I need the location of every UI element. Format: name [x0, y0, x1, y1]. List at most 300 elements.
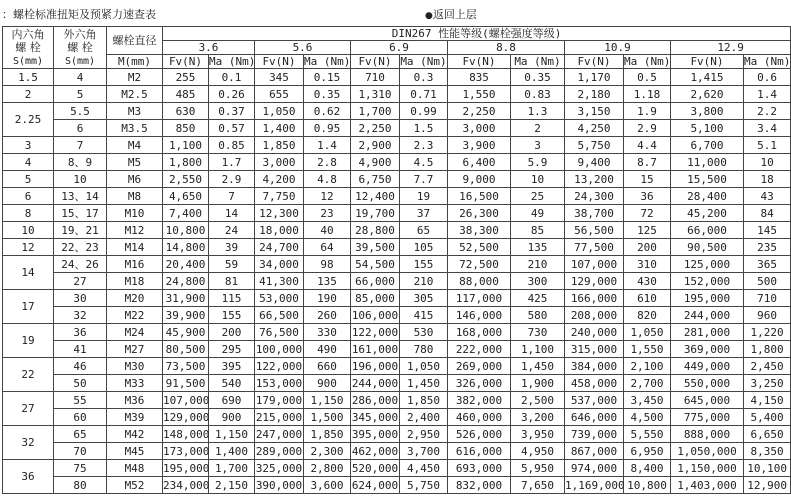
cell-ma: 3,250: [744, 375, 791, 392]
cell-fv: 2,900: [351, 137, 400, 154]
cell-fv: 832,000: [448, 477, 511, 494]
cell-ma: 500: [744, 273, 791, 290]
cell-ma: 1,220: [744, 324, 791, 341]
cell-ma: 1,500: [304, 409, 351, 426]
cell-ma: 0.5: [624, 69, 671, 86]
cell-bolt-size: M3: [107, 103, 163, 120]
cell-fv: 645,000: [671, 392, 744, 409]
cell-fv: 269,000: [448, 358, 511, 375]
cell-fv: 53,000: [255, 290, 304, 307]
cell-ma: 5,950: [511, 460, 565, 477]
cell-bolt-size: M24: [107, 324, 163, 341]
cell-ma: 260: [304, 307, 351, 324]
cell-ma: 19: [400, 188, 448, 205]
cell-hex-head: 32: [54, 307, 107, 324]
cell-ma: 105: [400, 239, 448, 256]
cell-ma: 200: [624, 239, 671, 256]
cell-ma: 4,450: [400, 460, 448, 477]
cell-hex-socket: 32: [3, 426, 54, 460]
cell-bolt-size: M20: [107, 290, 163, 307]
cell-fv: 76,500: [255, 324, 304, 341]
cell-fv: 3,150: [565, 103, 624, 120]
ma-header: Ma (Nm): [511, 55, 565, 69]
table-row: [3, 477, 791, 494]
fv-header: Fv(N): [565, 55, 624, 69]
cell-fv: 16,500: [448, 188, 511, 205]
cell-fv: 867,000: [565, 443, 624, 460]
cell-ma: 580: [511, 307, 565, 324]
cell-ma: 59: [209, 256, 255, 273]
cell-ma: 1,400: [209, 443, 255, 460]
cell-ma: 2.9: [209, 171, 255, 188]
cell-bolt-size: M14: [107, 239, 163, 256]
cell-bolt-size: M22: [107, 307, 163, 324]
cell-hex-head: 5.5: [54, 103, 107, 120]
cell-ma: 0.83: [511, 86, 565, 103]
cell-ma: 18: [744, 171, 791, 188]
cell-hex-socket: 2.25: [3, 103, 54, 137]
cell-fv: 196,000: [351, 359, 399, 373]
cell-ma: 300: [511, 273, 565, 290]
cell-hex-socket: 19: [3, 324, 54, 358]
cell-fv: 179,000: [255, 393, 303, 407]
cell-ma: 25: [511, 188, 565, 205]
cell-fv: 1,310: [351, 86, 400, 103]
cell-ma: 3,950: [511, 426, 565, 443]
cell-ma: 0.3: [400, 69, 448, 86]
table-row: [3, 69, 791, 86]
cell-fv: 31,900: [163, 290, 209, 307]
cell-ma: 24: [209, 222, 255, 239]
table-row: [3, 409, 791, 426]
cell-fv: 1,100: [163, 137, 209, 154]
cell-hex-head: 55: [54, 392, 107, 409]
cell-fv: 39,900: [163, 307, 209, 324]
cell-ma: 395: [209, 358, 255, 375]
table-row: [3, 341, 791, 358]
cell-fv: 244,000: [671, 307, 744, 324]
cell-ma: 2,300: [304, 443, 351, 460]
cell-fv: 345: [255, 69, 304, 86]
cell-fv: 6,750: [351, 171, 400, 188]
cell-fv: 12,300: [255, 205, 304, 222]
cell-ma: 330: [304, 324, 351, 341]
cell-fv: 449,000: [671, 358, 744, 375]
cell-ma: 40: [304, 222, 351, 239]
cell-ma: 14: [209, 205, 255, 222]
cell-ma: 6,650: [744, 426, 791, 443]
cell-bolt-size: M12: [107, 222, 163, 239]
cell-ma: 5,750: [400, 477, 448, 494]
cell-bolt-size: M36: [107, 392, 163, 409]
cell-ma: 1,050: [624, 324, 671, 341]
cell-ma: 85: [511, 222, 565, 239]
fv-header: Fv(N): [255, 55, 304, 69]
cell-fv: 537,000: [565, 392, 624, 409]
cell-fv: 247,000: [255, 427, 303, 441]
table-row: [3, 443, 791, 460]
cell-ma: 4,500: [624, 409, 671, 426]
cell-ma: 37: [400, 205, 448, 222]
cell-fv: 4,900: [351, 154, 400, 171]
cell-fv: 90,500: [671, 239, 744, 256]
grade-header: 6.9: [351, 41, 448, 55]
table-row: [3, 307, 791, 324]
cell-ma: 4,950: [511, 443, 565, 460]
cell-ma: 4.8: [304, 171, 351, 188]
cell-fv: 289,000: [255, 444, 303, 458]
cell-fv: 19,700: [351, 205, 400, 222]
cell-ma: 310: [624, 256, 671, 273]
cell-fv: 73,500: [163, 358, 209, 375]
cell-ma: 72: [624, 205, 671, 222]
cell-fv: 38,300: [448, 222, 511, 239]
cell-bolt-size: M39: [107, 409, 163, 426]
cell-fv: 39,500: [351, 239, 400, 256]
cell-fv: 28,400: [671, 188, 744, 205]
cell-ma: 2.9: [624, 120, 671, 137]
cell-ma: 7,650: [511, 477, 565, 494]
cell-hex-head: 36: [54, 324, 107, 341]
cell-fv: 1,169,000: [565, 478, 625, 492]
cell-fv: 5,100: [671, 120, 744, 137]
cell-fv: 646,000: [565, 409, 624, 426]
cell-fv: 234,000: [163, 478, 210, 492]
cell-fv: 195,000: [163, 461, 210, 475]
cell-ma: 1,150: [209, 426, 255, 443]
table-row: [3, 103, 791, 120]
cell-fv: 286,000: [351, 393, 399, 407]
cell-fv: 2,250: [448, 103, 511, 120]
cell-hex-socket: 36: [3, 460, 54, 494]
cell-ma: 1.9: [624, 103, 671, 120]
cell-fv: 345,000: [351, 410, 399, 424]
cell-ma: 155: [400, 256, 448, 273]
cell-fv: 168,000: [448, 324, 511, 341]
cell-ma: 43: [744, 188, 791, 205]
cell-ma: 0.1: [209, 69, 255, 86]
cell-fv: 66,500: [255, 307, 304, 324]
table-row: [3, 239, 791, 256]
cell-hex-head: 5: [54, 86, 107, 103]
cell-ma: 2: [511, 120, 565, 137]
back-link[interactable]: [425, 6, 477, 22]
cell-fv: 146,000: [448, 307, 511, 324]
cell-ma: 5.1: [744, 137, 791, 154]
cell-fv: 3,000: [255, 154, 304, 171]
cell-fv: 45,900: [163, 324, 209, 341]
cell-ma: 2.3: [400, 137, 448, 154]
cell-fv: 153,000: [255, 376, 303, 390]
cell-fv: 122,000: [351, 325, 399, 339]
cell-fv: 1,400: [255, 120, 304, 137]
cell-ma: 0.99: [400, 103, 448, 120]
cell-ma: 200: [209, 324, 255, 341]
cell-fv: 77,500: [565, 239, 624, 256]
cell-hex-socket: 12: [3, 239, 54, 256]
cell-hex-head: 65: [54, 426, 107, 443]
cell-bolt-size: M6: [107, 171, 163, 188]
cell-fv: 107,000: [163, 393, 210, 407]
cell-fv: 390,000: [255, 478, 303, 492]
cell-ma: 1.5: [400, 120, 448, 137]
cell-bolt-size: M16: [107, 256, 163, 273]
cell-ma: 3: [511, 137, 565, 154]
cell-ma: 3,600: [304, 477, 351, 494]
cell-ma: 1,850: [304, 426, 351, 443]
cell-ma: 12: [304, 188, 351, 205]
cell-hex-head: 70: [54, 443, 107, 460]
cell-fv: 34,000: [255, 256, 304, 273]
cell-ma: 210: [400, 273, 448, 290]
cell-ma: 0.26: [209, 86, 255, 103]
cell-fv: 1,403,000: [671, 477, 744, 494]
cell-fv: 382,000: [448, 392, 511, 409]
cell-fv: 616,000: [448, 443, 511, 460]
cell-fv: 485: [163, 86, 209, 103]
table-row: [3, 392, 791, 409]
cell-fv: 45,200: [671, 205, 744, 222]
cell-fv: 1,170: [565, 69, 624, 86]
cell-ma: 23: [304, 205, 351, 222]
cell-ma: 2,400: [400, 409, 448, 426]
cell-bolt-size: M18: [107, 273, 163, 290]
cell-hex-socket: 27: [3, 392, 54, 426]
cell-ma: 820: [624, 307, 671, 324]
cell-ma: 960: [744, 307, 791, 324]
cell-hex-head: 60: [54, 409, 107, 426]
cell-fv: 3,900: [448, 137, 511, 154]
cell-ma: 2,700: [624, 375, 671, 392]
cell-fv: 80,500: [163, 341, 209, 358]
cell-ma: 8.7: [624, 154, 671, 171]
cell-ma: 1.4: [304, 137, 351, 154]
cell-fv: 315,000: [565, 341, 624, 358]
cell-ma: 305: [400, 290, 448, 307]
cell-fv: 208,000: [565, 307, 624, 324]
cell-ma: 0.35: [511, 69, 565, 86]
cell-hex-head: 24、26: [54, 256, 107, 273]
cell-fv: 6,400: [448, 154, 511, 171]
cell-fv: 38,700: [565, 205, 624, 222]
cell-ma: 235: [744, 239, 791, 256]
cell-fv: 52,500: [448, 239, 511, 256]
cell-ma: 2,950: [400, 426, 448, 443]
cell-hex-head: 10: [54, 171, 107, 188]
cell-fv: 72,500: [448, 256, 511, 273]
cell-hex-head: 30: [54, 290, 107, 307]
cell-ma: 8,400: [624, 460, 671, 477]
cell-ma: 5.9: [511, 154, 565, 171]
cell-fv: 4,250: [565, 120, 624, 137]
cell-ma: 10,100: [744, 460, 791, 477]
cell-ma: 1,800: [744, 341, 791, 358]
cell-ma: 900: [209, 409, 255, 426]
cell-ma: 365: [744, 256, 791, 273]
cell-fv: 56,500: [565, 222, 624, 239]
cell-ma: 81: [209, 273, 255, 290]
cell-hex-socket: 5: [3, 171, 54, 188]
cell-bolt-size: M2.5: [107, 86, 163, 103]
cell-fv: 24,800: [163, 273, 209, 290]
cell-fv: 1,050,000: [671, 443, 744, 460]
cell-ma: 1,150: [304, 392, 351, 409]
cell-fv: 66,000: [671, 222, 744, 239]
cell-fv: 4,650: [163, 188, 209, 205]
cell-hex-socket: 4: [3, 154, 54, 171]
cell-fv: 850: [163, 120, 209, 137]
cell-fv: 835: [448, 69, 511, 86]
cell-hex-head: 50: [54, 375, 107, 392]
cell-ma: 425: [511, 290, 565, 307]
cell-ma: 145: [744, 222, 791, 239]
cell-fv: 460,000: [448, 409, 511, 426]
cell-hex-head: 22、23: [54, 239, 107, 256]
cell-fv: 54,500: [351, 256, 400, 273]
cell-fv: 281,000: [671, 324, 744, 341]
cell-fv: 1,150,000: [671, 460, 744, 477]
cell-fv: 550,000: [671, 375, 744, 392]
cell-fv: 888,000: [671, 426, 744, 443]
cell-ma: 39: [209, 239, 255, 256]
cell-bolt-size: M10: [107, 205, 163, 222]
cell-ma: 3,700: [400, 443, 448, 460]
cell-fv: 106,000: [351, 308, 399, 322]
cell-ma: 430: [624, 273, 671, 290]
cell-hex-head: 15、17: [54, 205, 107, 222]
table-row: [3, 205, 791, 222]
table-row: [3, 273, 791, 290]
cell-ma: 125: [624, 222, 671, 239]
cell-fv: 66,000: [351, 273, 400, 290]
header-m-mm: M(mm): [107, 55, 163, 69]
cell-fv: 2,250: [351, 120, 400, 137]
cell-ma: 0.6: [744, 69, 791, 86]
cell-ma: 2,450: [744, 358, 791, 375]
cell-ma: 4,150: [744, 392, 791, 409]
cell-ma: 36: [624, 188, 671, 205]
cell-hex-socket: 22: [3, 358, 54, 392]
cell-hex-head: 46: [54, 358, 107, 375]
cell-fv: 152,000: [671, 273, 744, 290]
cell-ma: 0.71: [400, 86, 448, 103]
cell-fv: 148,000: [163, 427, 210, 441]
cell-fv: 9,400: [565, 154, 624, 171]
cell-fv: 739,000: [565, 426, 624, 443]
ma-header: Ma (Nm): [624, 55, 671, 68]
cell-hex-head: 13、14: [54, 188, 107, 205]
top-bar: [0, 0, 750, 26]
header-din267: DIN267 性能等级(螺栓强度等级): [163, 27, 791, 41]
cell-fv: 14,800: [163, 239, 209, 256]
cell-fv: 1,800: [163, 154, 209, 171]
grade-header: 12.9: [671, 41, 791, 55]
cell-bolt-size: M27: [107, 341, 163, 358]
cell-bolt-size: M42: [107, 426, 163, 443]
cell-ma: 12,900: [744, 477, 791, 494]
cell-ma: 1,850: [400, 392, 448, 409]
cell-fv: 630: [163, 103, 209, 120]
cell-fv: 974,000: [565, 460, 624, 477]
cell-ma: 1,550: [624, 341, 671, 358]
table-row: [3, 86, 791, 103]
cell-fv: 7,400: [163, 205, 209, 222]
cell-fv: 88,000: [448, 273, 511, 290]
torque-table: [2, 26, 791, 494]
cell-bolt-size: M52: [107, 477, 163, 494]
cell-fv: 326,000: [448, 375, 511, 392]
table-row: [3, 375, 791, 392]
cell-ma: 10,800: [624, 477, 671, 494]
cell-fv: 18,000: [255, 222, 304, 239]
cell-bolt-size: M45: [107, 443, 163, 460]
header-bolt-diameter: 螺栓直径: [107, 27, 163, 55]
cell-ma: 690: [209, 392, 255, 409]
cell-hex-head: 27: [54, 273, 107, 290]
cell-ma: 10: [744, 154, 791, 171]
cell-ma: 115: [209, 290, 255, 307]
cell-ma: 295: [209, 341, 255, 358]
cell-fv: 1,700: [351, 103, 400, 120]
cell-bolt-size: M5: [107, 154, 163, 171]
cell-ma: 660: [304, 358, 351, 375]
cell-fv: 215,000: [255, 410, 303, 424]
cell-ma: 530: [400, 324, 448, 341]
grade-header: 3.6: [163, 41, 255, 55]
cell-hex-head: 80: [54, 477, 107, 494]
cell-bolt-size: M33: [107, 375, 163, 392]
cell-ma: 5,400: [744, 409, 791, 426]
ma-header: Ma (Nm): [400, 55, 447, 68]
cell-ma: 1,450: [400, 375, 448, 392]
table-row: [3, 154, 791, 171]
cell-hex-socket: 6: [3, 188, 54, 205]
cell-ma: 4.5: [400, 154, 448, 171]
cell-fv: 325,000: [255, 461, 303, 475]
cell-ma: 135: [511, 239, 565, 256]
cell-ma: 3,200: [511, 409, 565, 426]
cell-ma: 98: [304, 256, 351, 273]
cell-ma: 210: [511, 256, 565, 273]
cell-hex-socket: 10: [3, 222, 54, 239]
table-row: [3, 426, 791, 443]
cell-fv: 91,500: [163, 375, 209, 392]
cell-bolt-size: M3.5: [107, 120, 163, 137]
cell-fv: 9,000: [448, 171, 511, 188]
ma-header: Ma (Nm): [744, 55, 791, 68]
table-row: [3, 222, 791, 239]
back-link-label: 返回上层: [432, 8, 477, 21]
cell-fv: 240,000: [565, 324, 624, 341]
cell-fv: 384,000: [565, 358, 624, 375]
cell-fv: 462,000: [351, 444, 399, 458]
fv-header: Fv(N): [351, 55, 400, 69]
cell-ma: 2.2: [744, 103, 791, 120]
header-hex-head: 外六角 螺 栓 S(mm): [54, 27, 107, 69]
page-title: ：螺栓标准扭矩及预紧力速查表: [2, 8, 156, 21]
cell-hex-head: 75: [54, 460, 107, 477]
cell-ma: 0.15: [304, 69, 351, 86]
cell-ma: 490: [304, 341, 351, 358]
cell-fv: 244,000: [351, 376, 399, 390]
table-row: [3, 120, 791, 137]
grade-header: 10.9: [565, 41, 671, 55]
cell-fv: 222,000: [448, 341, 511, 358]
fv-header: Fv(N): [671, 55, 744, 69]
cell-ma: 0.37: [209, 103, 255, 120]
cell-ma: 3,450: [624, 392, 671, 409]
cell-fv: 369,000: [671, 341, 744, 358]
